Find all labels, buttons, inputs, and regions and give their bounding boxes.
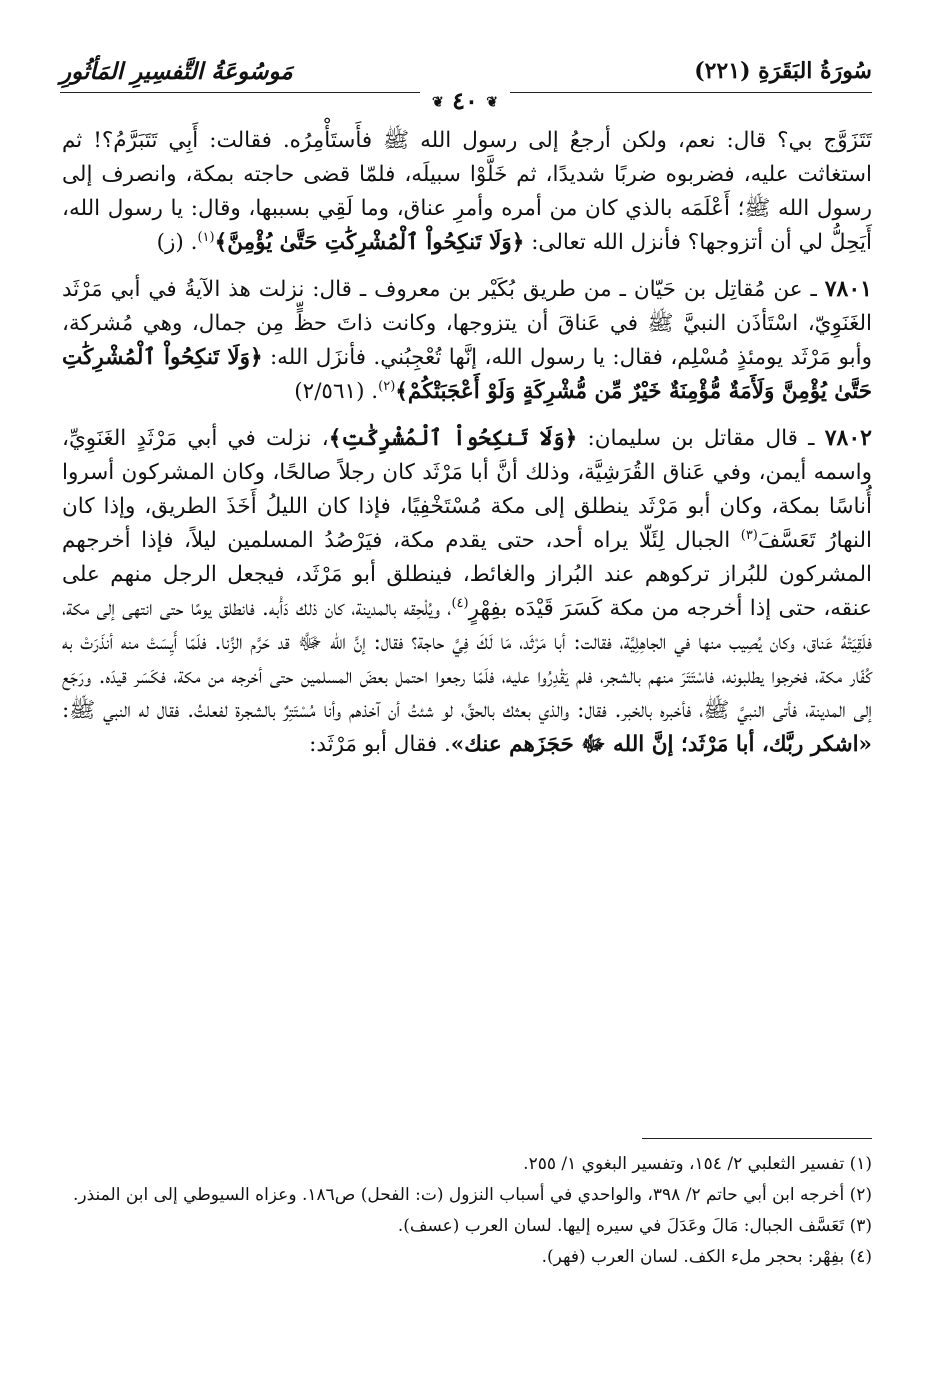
footnotes [62,1150,872,1274]
prophet-quote: «اشكر ربَّك، أبا مَرْثَد؛ إنَّ الله ﷻ حَجَزَهم عنك» [450,732,872,757]
narration-7802 [62,421,872,762]
footnote: (٣) تَعَسَّف الجبال: مَالَ وعَدَلَ في سيره إليها. لسان العرب (عسف). [397,1216,872,1236]
paragraph-tail: . فقال أبو مَرْثَد: [309,732,451,757]
narration-number: ٧٨٠٢ [824,425,872,451]
quran-verse: ﴿وَلَا تَنكِحُواْ ٱلْمُشْرِكَٰتِ حَتَّىٰ يُؤْمِنَّ وَلَأَمَةٌ مُّؤْمِنَةٌ خَيْرٌ مِّن مُّشْرِكَةٍ وَلَوْ أَعْجَبَتْكُمْ﴾ [62,345,872,404]
footnote: (٤) بفِهْر: بحجر ملء الكف. لسان العرب (فهر). [541,1247,872,1267]
paragraph-text: ، ويُلْحِقه بالمدينة، كان ذلك دَأْبه. فانطلق يومًا حتى انتهى إلى مكة، فلَقِيَتْهُ عَناق، وكان يُصِيب منها في الجاهِلِيَّة، فقالت: أبا مَرْثَد، مَا لَكَ فِيَّ حاجة؟ فقال: إنَّ الله ﷻ قد حَرَّم الزِّنا. فلَمّا أَيِسَتْ منه أنذَرَتْ به كُفّار مكة، فخرجوا يطلبونه، فاسْتَتَرَ منهم بالشجر، فلم يَقْدِرُوا عليه، فلَمّا رجعوا احتمل بعضَ المسلمين حتى أخرجه من مكة، فكَسَر قيدَه. ورَجَع إلى المدينة، فأتى النبيَّ ﷺ، فأخبره بالخبر. فقال: والذي بعثك بالحقِّ، لو شئتُ أن آخذهم وأنا مُسْتَتِرٌ بالشجرة لفعلتُ. فقال له النبي ﷺ: [62,596,872,723]
main-text [62,124,872,774]
paragraph-tail: . (٢/٥٦١) [294,379,379,404]
paragraph-text: ـ قال مقاتل بن سليمان: [587,426,815,451]
surah-title: سُورَةُ البَقَرَةِ (٢٢١) [694,58,872,84]
paragraph-tail: . (ز) [156,230,198,255]
footnote-ref: (٣) [740,527,758,543]
narration-number: ٧٨٠١ [824,276,872,302]
ornament-icon: ❦ [432,94,444,111]
footnote: (١) تفسير الثعلبي ٢/ ١٥٤، وتفسير البغوي ١/ ٢٥٥. [523,1154,872,1174]
paragraph-text: ـ عن مُقاتِل بن حَيّان ـ من طريق بُكَيْر بن معروف ـ قال: نزلت هذ الآيةُ في أبي مَرْثَد الغَنَوِيّ، اسْتَأذَن النبيَّ ﷺ في عَناقَ أن يتزوجها، وكانت ذاتَ حظٍّ مِن جمال، وهي مُشركة، وأبو مَرْثَد يومئذٍ مُسْلِم، فقال: يا رسول الله، إنَّها تُعْجِبُني. فأنزَل الله: [62,277,872,370]
footnote-ref: (٢) [378,378,396,394]
footnote-divider [642,1138,872,1139]
narration-7801 [62,272,872,409]
paragraph-continued [62,124,872,260]
page-number-box [420,86,510,115]
ornament-icon: ❦ [486,94,498,111]
quran-verse: ﴿وَلَا تَنكِحُواْ ٱلْمُشْرِكَٰتِ﴾ [328,426,578,451]
footnote-ref: (٤) [451,595,469,611]
paragraph-text: تَتَزَوَّج بي؟ قال: نعم، ولكن أرجعُ إلى رسول الله ﷺ فأَستَأْمِرُه. فقالت: أَبِي تَتَبَرَّمُ؟! ثم استغاثت عليه، فضربوه ضربًا شديدًا، ثم خَلَّوْا سبيلَه، فلمّا قضى حاجته بمكة، وانصرف إلى رسول الله ﷺ؛ أَعْلَمَه بالذي كان من أمره وأمرِ عناق، وما لَقِي بسببها، وقال: يا رسول الله، أَيَحِلُّ لي أن أتزوجها؟ فأنزل الله تعالى: [62,128,872,255]
book-title: مَوسُوعَةُ التَّفسِيرِ المَأثُورِ [60,58,293,85]
paragraph-text: ، نزلت في أبي مَرْثَدٍ الغَنَوِيِّ، واسمه أيمن، وفي عَناق القُرَشِيَّة، وذلك أنَّ أبا مَرْثَد كان رجلاً صالحًا، وكان المشركون أسروا أُناسًا بمكة، وكان أبو مَرْثَد ينطلق إلى مكة مُسْتَخْفِيًا، فإذا كان الليلُ أَخَذَ الطريق، وإذا كان النهارُ تَعَسَّفَ [62,426,872,553]
paragraph-text: الجبال لِئَلّا يراه أحد، حتى يقدم مكة، فيَرْصُدُ المسلمين ليلاً، فإذا أخرجهم المشركون للبُراز تركوهم عند البُراز والغائط، فينطلق أبو مَرْثَد، فيجعل الرجل منهم على عنقه، حتى إذا أخرجه من مكة كَسَرَ قَيْدَه بفِهْرٍ [62,528,872,621]
footnote-ref: (١) [197,229,215,245]
quran-verse: ﴿وَلَا تَنكِحُواْ ٱلْمُشْرِكَٰتِ حَتَّىٰ يُؤْمِنَّ﴾ [214,230,525,255]
page-number: ٤٠ [452,86,478,115]
footnote: (٢) أخرجه ابن أبي حاتم ٢/ ٣٩٨، والواحدي في أسباب النزول (ت: الفحل) ص١٨٦. وعزاه السيوطي إلى ابن المنذر. [73,1185,872,1205]
